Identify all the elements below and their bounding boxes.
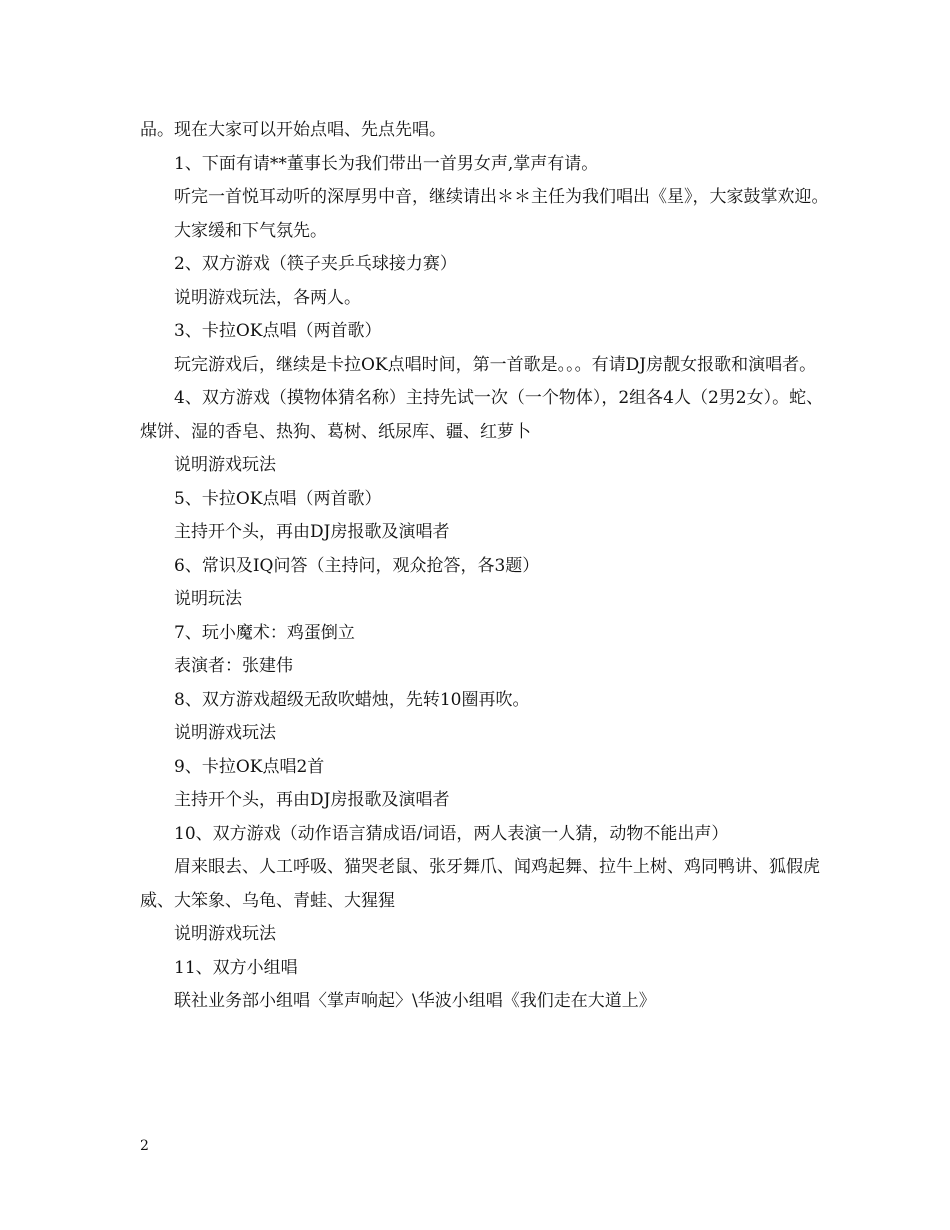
paragraph: 4、双方游戏（摸物体猜名称）主持先试一次（一个物体），2组各4人（2男2女）。蛇、煤饼、湿的香皂、热狗、葛树、纸尿库、疆、红萝卜 [140,388,824,442]
paragraph: 说明游戏玩法 [174,924,276,944]
paragraph: 说明游戏玩法，各两人。 [174,287,361,308]
paragraph: 玩完游戏后，继续是卡拉OK点唱时间，第一首歌是。。。有请DJ房靓女报歌和演唱者。 [174,354,817,375]
paragraph: 11、双方小组唱 [174,957,298,978]
page-number: 2 [140,1138,149,1154]
paragraph: 7、玩小魔术：鸡蛋倒立 [174,622,355,643]
paragraph: 2、双方游戏（筷子夹乒乓球接力赛） [174,254,457,274]
paragraph: 说明游戏玩法 [174,723,276,743]
paragraph: 说明玩法 [174,589,242,609]
paragraph: 6、常识及IQ问答（主持问，观众抢答，各3题） [174,555,540,576]
paragraph: 3、卡拉OK点唱（两首歌） [174,321,382,341]
paragraph: 表演者：张建伟 [174,656,293,676]
paragraph: 主持开个头，再由DJ房报歌及演唱者 [174,522,450,542]
paragraph: 听完一首悦耳动听的深厚男中音，继续请出＊＊主任为我们唱出《星》，大家鼓掌欢迎。 [174,187,829,207]
paragraph: 说明游戏玩法 [174,455,276,475]
paragraph: 主持开个头，再由DJ房报歌及演唱者 [174,790,450,810]
paragraph: 品。现在大家可以开始点唱、先点先唱。 [140,120,446,140]
paragraph: 10、双方游戏（动作语言猜成语/词语，两人表演一人猜，动物不能出声） [174,823,729,844]
paragraph: 眉来眼去、人工呼吸、猫哭老鼠、张牙舞爪、闻鸡起舞、拉牛上树、鸡同鸭讲、狐假虎威、大笨象、乌龟、青蛙、大猩猩 [140,857,820,911]
paragraph: 1、下面有请**董事长为我们带出一首男女声,掌声有请。 [174,153,599,174]
document-body [140,114,830,1019]
paragraph: 8、双方游戏超级无敌吹蜡烛，先转10圈再吹。 [174,689,530,710]
paragraph: 9、卡拉OK点唱2首 [174,756,325,777]
paragraph: 联社业务部小组唱〈掌声响起〉\华波小组唱《我们走在大道上》 [174,991,656,1011]
paragraph: 5、卡拉OK点唱（两首歌） [174,488,382,509]
paragraph: 大家缓和下气氛先。 [174,220,327,241]
